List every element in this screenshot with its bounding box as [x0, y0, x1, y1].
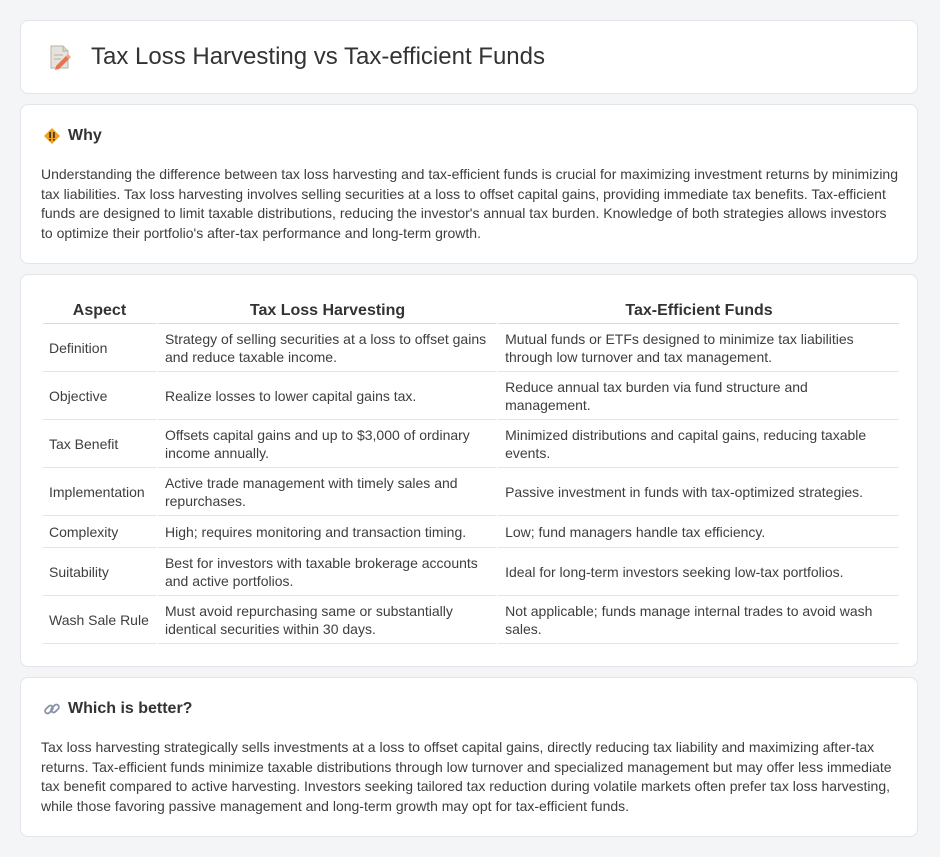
- tlh-cell: Active trade management with timely sales and repurchases.: [156, 468, 496, 516]
- tlh-cell: Strategy of selling securities at a loss to offset gains and reduce taxable income.: [156, 324, 496, 372]
- table-row: [43, 372, 899, 420]
- tef-cell: Minimized distributions and capital gains, reducing taxable events.: [496, 420, 899, 468]
- tlh-cell: Must avoid repurchasing same or substantially identical securities within 30 days.: [156, 596, 496, 644]
- aspect-cell: Implementation: [43, 468, 156, 516]
- aspect-cell: Objective: [43, 372, 156, 420]
- comparison-table: [43, 295, 899, 644]
- document-pencil-icon: [47, 43, 73, 71]
- header-tax-loss-harvesting: Tax Loss Harvesting: [156, 295, 496, 324]
- header-tax-efficient-funds: Tax-Efficient Funds: [496, 295, 899, 324]
- tlh-cell: Offsets capital gains and up to $3,000 of ordinary income annually.: [156, 420, 496, 468]
- which-is-better-title: Which is better?: [68, 700, 193, 717]
- table-row: [43, 420, 899, 468]
- tef-cell: Low; fund managers handle tax efficiency.: [496, 516, 899, 548]
- tef-cell: Reduce annual tax burden via fund structure and management.: [496, 372, 899, 420]
- tef-cell: Mutual funds or ETFs designed to minimize tax liabilities through low turnover and tax management.: [496, 324, 899, 372]
- aspect-cell: Suitability: [43, 548, 156, 596]
- aspect-cell: Complexity: [43, 516, 156, 548]
- tef-cell: Not applicable; funds manage internal trades to avoid wash sales.: [496, 596, 899, 644]
- comparison-card: [20, 274, 918, 667]
- aspect-cell: Tax Benefit: [43, 420, 156, 468]
- tlh-cell: Best for investors with taxable brokerage accounts and active portfolios.: [156, 548, 496, 596]
- which-is-better-section: [20, 677, 918, 837]
- table-header-row: [43, 295, 899, 324]
- diamond-warning-icon: [43, 127, 61, 145]
- tlh-cell: Realize losses to lower capital gains tax.: [156, 372, 496, 420]
- aspect-cell: Definition: [43, 324, 156, 372]
- page-title: Tax Loss Harvesting vs Tax-efficient Funds: [91, 43, 545, 70]
- table-row: [43, 596, 899, 644]
- table-row: [43, 548, 899, 596]
- why-section: [20, 104, 918, 264]
- why-body: Understanding the difference between tax loss harvesting and tax-efficient funds is crucial for maximizing investment returns by minimizing tax liabilities. Tax loss harvesting involves selling securities at a loss to offset capital gains, providing immediate tax benefits. Tax-efficient funds are designed to limit taxable distributions, reducing the investor's annual tax burden. Knowledge of both strategies allows investors to optimize their portfolio's after-tax performance and long-term growth.: [41, 166, 899, 241]
- table-row: [43, 468, 899, 516]
- table-row: [43, 516, 899, 548]
- header-aspect: Aspect: [43, 295, 156, 324]
- link-icon: [43, 700, 61, 718]
- aspect-cell: Wash Sale Rule: [43, 596, 156, 644]
- tef-cell: Ideal for long-term investors seeking low-tax portfolios.: [496, 548, 899, 596]
- which-is-better-body: Tax loss harvesting strategically sells investments at a loss to offset capital gains, directly reducing tax liability and maximizing after-tax returns. Tax-efficient funds minimize taxable distributions through low turnover and specialized management but may offer less immediate tax benefit compared to active harvesting. Investors seeking tailored tax reduction during volatile markets often prefer tax loss harvesting, while those favoring passive management and long-term growth may opt for tax-efficient funds.: [41, 739, 892, 814]
- table-row: [43, 324, 899, 372]
- header-card: [20, 20, 918, 94]
- tef-cell: Passive investment in funds with tax-optimized strategies.: [496, 468, 899, 516]
- why-title: Why: [68, 127, 102, 144]
- tlh-cell: High; requires monitoring and transaction timing.: [156, 516, 496, 548]
